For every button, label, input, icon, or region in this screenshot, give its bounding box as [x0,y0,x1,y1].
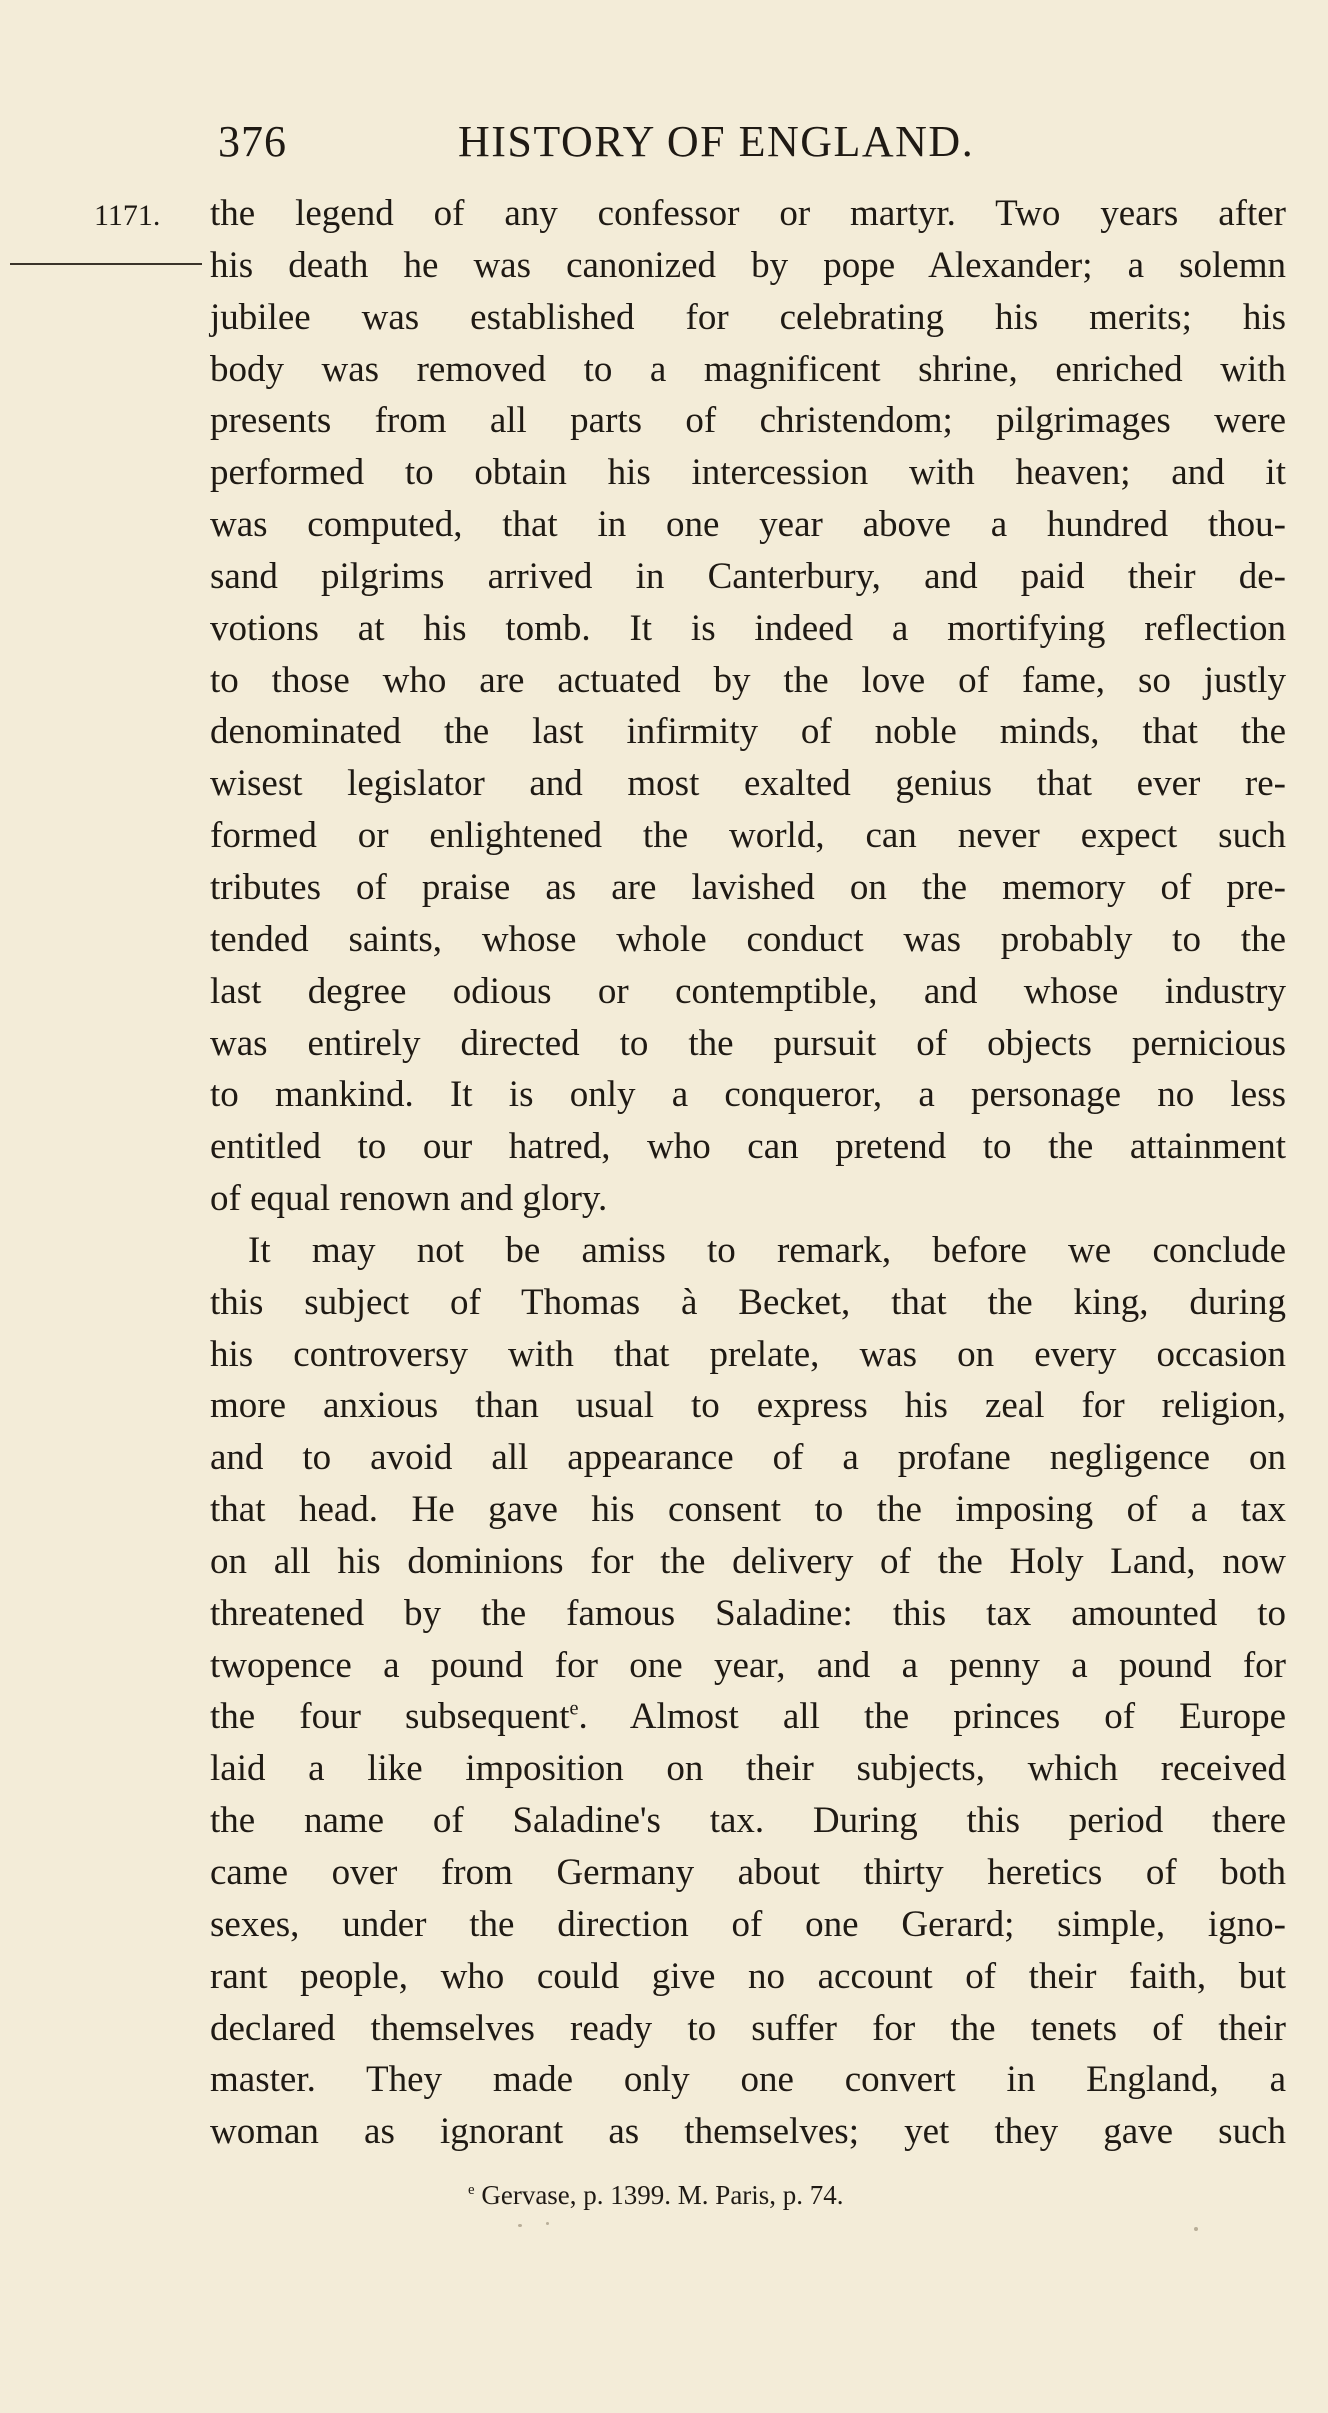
running-head: HISTORY OF ENGLAND. [458,117,975,166]
text-line: jubilee was established for celebrating his merits; his [210,296,1286,338]
text-line: threatened by the famous Saladine: this tax amounted to [210,1592,1286,1634]
text-line: denominated the last infirmity of noble minds, that the [210,711,1286,753]
text-line: his controversy with that prelate, was on every occasion [210,1333,1286,1375]
line-end: . Almost all the princes of Europe [578,1696,1286,1738]
text-line: declared themselves ready to suffer for the tenets of their [210,2007,1286,2049]
text-line: entitled to our hatred, who can pretend to the attainment [210,1126,1286,1168]
text-line: performed to obtain his intercession with heaven; and it [210,452,1286,494]
footnote-text: Gervase, p. 1399. M. Paris, p. 74. [481,2180,844,2210]
text-line: presents from all parts of christendom; pilgrimages were [210,400,1286,442]
text-line: rant people, who could give no account of their faith, but [210,1955,1286,1997]
text-line: and to avoid all appearance of a profane negligence on [210,1437,1286,1479]
line-start: the four subsequent [210,1696,570,1738]
paper-speck [546,2222,549,2225]
text-line: tended saints, whose whole conduct was probably to the [210,918,1286,960]
text-line: master. They made only one convert in England, a [210,2059,1286,2101]
text-line: of equal renown and glory. [210,1178,608,1220]
text-line: his death he was canonized by pope Alexander; a solemn [210,244,1286,286]
text-line: came over from Germany about thirty heretics of both [210,1852,1286,1893]
text-line: votions at his tomb. It is indeed a mortifying reflection [210,607,1286,649]
text-line-with-footnote-ref [210,1691,1286,1743]
body-text [210,188,1286,2158]
footnote-marker: e [468,2182,475,2198]
text-line: tributes of praise as are lavished on the memory of pre- [210,866,1286,908]
footnote-ref: e [569,1698,579,1721]
text-line: laid a like imposition on their subjects, which received [210,1748,1286,1790]
text-line: formed or enlightened the world, can never expect such [210,815,1286,857]
text-line: last degree odious or contemptible, and whose industry [210,970,1286,1012]
margin-rule [10,263,202,265]
text-line: more anxious than usual to express his zeal for religion, [210,1385,1286,1427]
text-line: wisest legislator and most exalted genius that ever re- [210,763,1286,805]
text-line: that head. He gave his consent to the imposing of a tax [210,1489,1286,1531]
text-line: twopence a pound for one year, and a penny a pound for [210,1644,1286,1686]
text-line: the legend of any confessor or martyr. Two years after [210,193,1286,234]
paper-speck [518,2224,522,2227]
text-line: sexes, under the direction of one Gerard; simple, igno- [210,1903,1286,1945]
margin-year: 1171. [94,199,161,232]
page-number: 376 [218,117,287,166]
text-line: on all his dominions for the delivery of the Holy Land, now [210,1540,1286,1582]
text-line: to mankind. It is only a conqueror, a personage no less [210,1074,1286,1116]
text-line: to those who are actuated by the love of fame, so justly [210,659,1286,701]
text-line: It may not be amiss to remark, before we conclude [248,1229,1286,1271]
text-line: was entirely directed to the pursuit of objects pernicious [210,1022,1286,1064]
text-line: sand pilgrims arrived in Canterbury, and paid their de- [210,555,1286,597]
text-line: the name of Saladine's tax. During this period there [210,1800,1286,1842]
text-line: this subject of Thomas à Becket, that the king, during [210,1281,1286,1323]
footnote [468,2175,844,2215]
text-line: body was removed to a magnificent shrine, enriched with [210,348,1286,390]
page-header [218,112,1048,172]
text-line: was computed, that in one year above a hundred thou- [210,504,1286,546]
text-line: woman as ignorant as themselves; yet they gave such [210,2111,1286,2153]
paper-speck [1194,2227,1198,2231]
